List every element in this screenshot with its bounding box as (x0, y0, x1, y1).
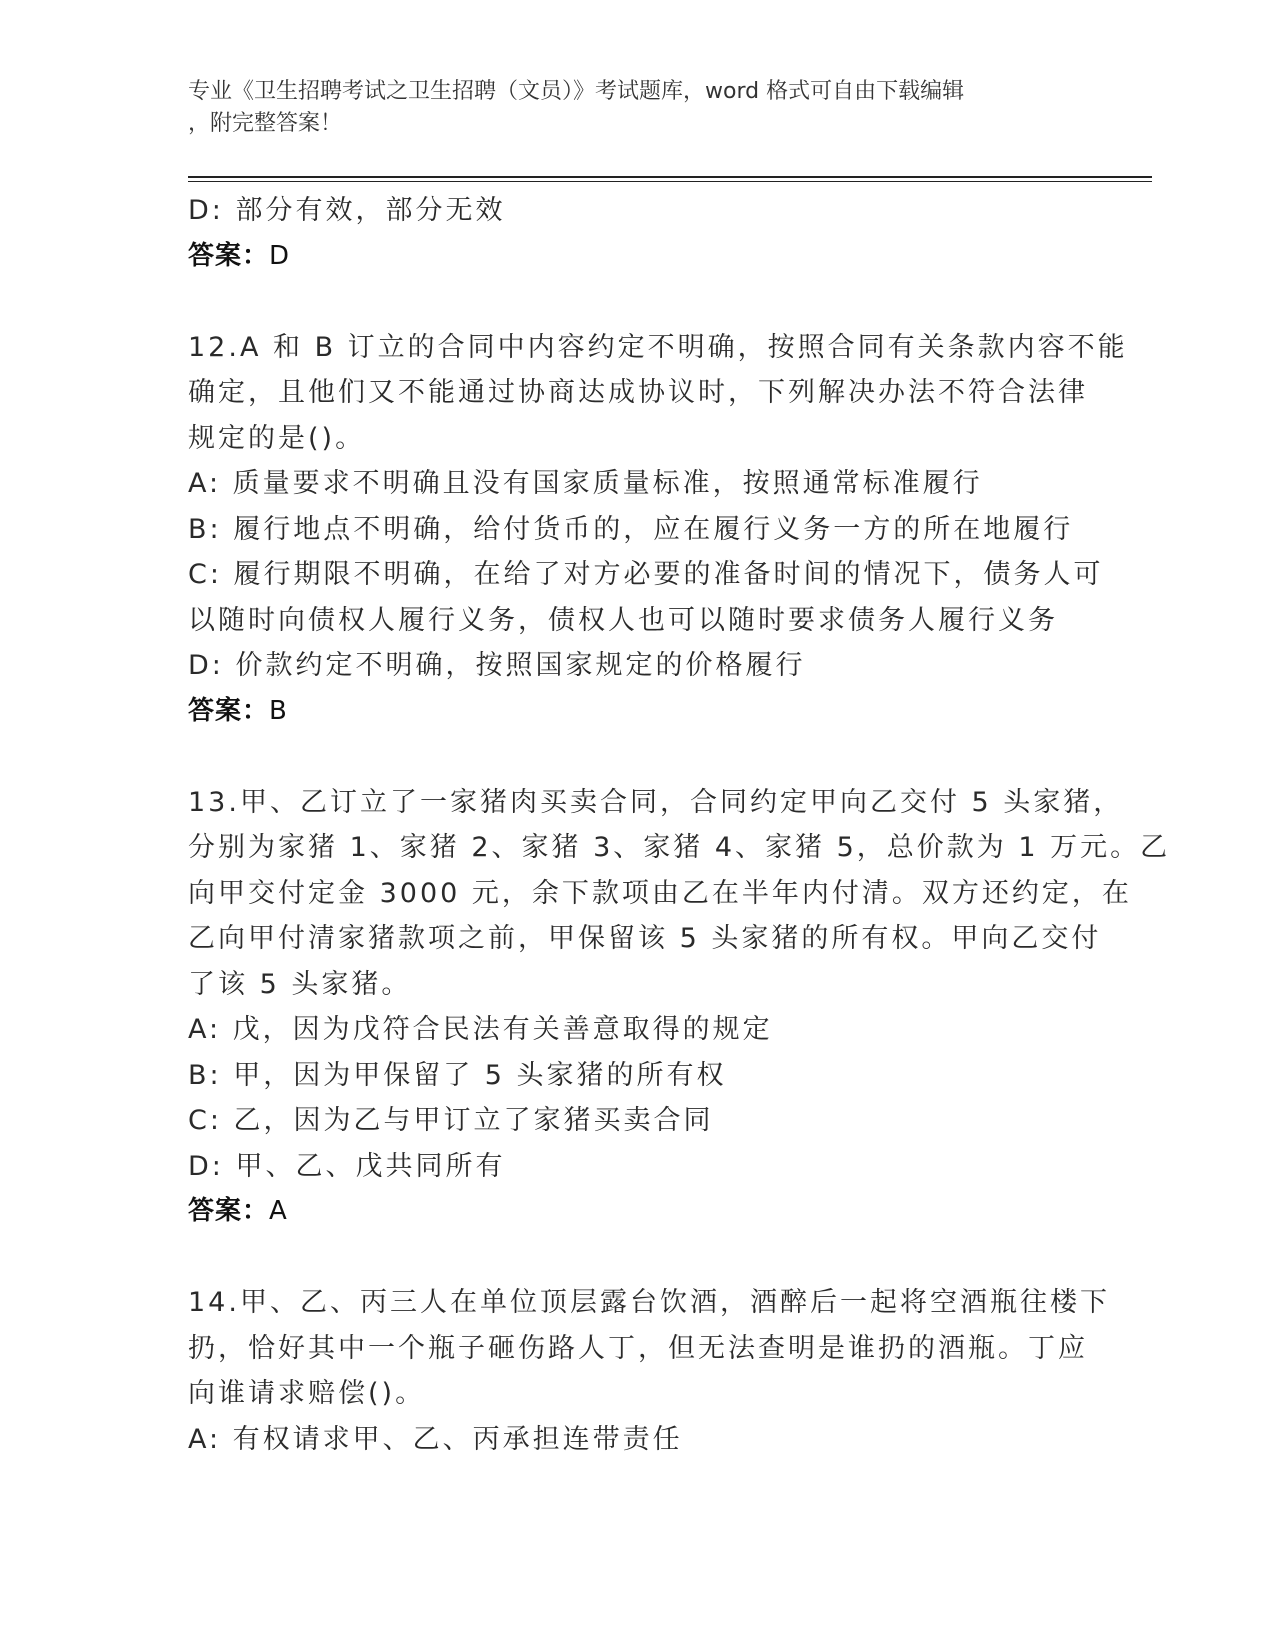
q12-answer-value: B (269, 695, 288, 726)
q12-option-b: B: 履行地点不明确，给付货币的，应在履行义务一方的所在地履行 (188, 513, 1074, 545)
q11-answer-value: D (269, 240, 291, 271)
q12-option-c-line-1: C: 履行期限不明确，在给了对方必要的准备时间的情况下，债务人可 (188, 559, 1104, 590)
answer-label: 答案： (188, 695, 270, 726)
q13-option-b: B: 甲，因为甲保留了 5 头家猪的所有权 (188, 1059, 727, 1091)
q13-stem-line-3: 向甲交付定金 3000 元，余下款项由乙在半年内付清。双方还约定，在 (188, 877, 1132, 909)
q13-option-a: A: 戊，因为戊符合民法有关善意取得的规定 (188, 1014, 773, 1045)
q12-option-c-line-2: 以随时向债权人履行义务，债权人也可以随时要求债务人履行义务 (188, 604, 1058, 636)
answer-label: 答案： (188, 1196, 270, 1226)
q13-stem-line-5: 了该 5 头家猪。 (188, 968, 412, 1000)
q13-stem-line-4: 乙向甲付清家猪款项之前，甲保留该 5 头家猪的所有权。甲向乙交付 (188, 923, 1102, 954)
answer-label: 答案： (188, 240, 270, 271)
q12-stem-line-1: 12.A 和 B 订立的合同中内容约定不明确，按照合同有关条款内容不能 (188, 331, 1128, 363)
spacer (188, 279, 1088, 325)
q12-stem-line-3: 规定的是()。 (188, 422, 366, 454)
q13-stem-line-2: 分别为家猪 1、家猪 2、家猪 3、家猪 4、家猪 5，总价款为 1 万元。乙 (188, 832, 1171, 863)
q11-option-d: D: 部分有效，部分无效 (188, 195, 506, 226)
q13-option-d: D: 甲、乙、戊共同所有 (188, 1150, 506, 1182)
document-header (188, 76, 1088, 140)
q13-answer (188, 1189, 1088, 1235)
header-line-2: ，附完整答案！ (188, 111, 343, 136)
q12-stem-line-2: 确定，且他们又不能通过协商达成协议时，下列解决办法不符合法律 (188, 377, 1088, 408)
header-divider-thin (188, 181, 1152, 182)
q13-stem-line-1: 13.甲、乙订立了一家猪肉买卖合同，合同约定甲向乙交付 5 头家猪， (188, 786, 1124, 818)
q14-stem-line-2: 扔，恰好其中一个瓶子砸伤路人丁，但无法查明是谁扔的酒瓶。丁应 (188, 1332, 1088, 1364)
q12-option-d: D: 价款约定不明确，按照国家规定的价格履行 (188, 650, 806, 681)
document-body (188, 188, 1171, 1462)
spacer (188, 734, 1088, 780)
header-divider-thick (188, 176, 1152, 178)
q13-answer-value: A (269, 1196, 288, 1226)
q13-option-c: C: 乙，因为乙与甲订立了家猪买卖合同 (188, 1105, 714, 1136)
q11-answer (188, 234, 1088, 280)
q14-option-a: A: 有权请求甲、乙、丙承担连带责任 (188, 1423, 683, 1455)
spacer (188, 1235, 1088, 1281)
q12-answer (188, 689, 1088, 735)
q14-stem-line-1: 14.甲、乙、丙三人在单位顶层露台饮酒，酒醉后一起将空酒瓶往楼下 (188, 1287, 1110, 1318)
q12-option-a: A: 质量要求不明确且没有国家质量标准，按照通常标准履行 (188, 468, 983, 499)
header-line-1: 专业《卫生招聘考试之卫生招聘（文员）》考试题库，word 格式可自由下载编辑 (188, 79, 965, 104)
q14-stem-line-3: 向谁请求赔偿()。 (188, 1378, 426, 1409)
